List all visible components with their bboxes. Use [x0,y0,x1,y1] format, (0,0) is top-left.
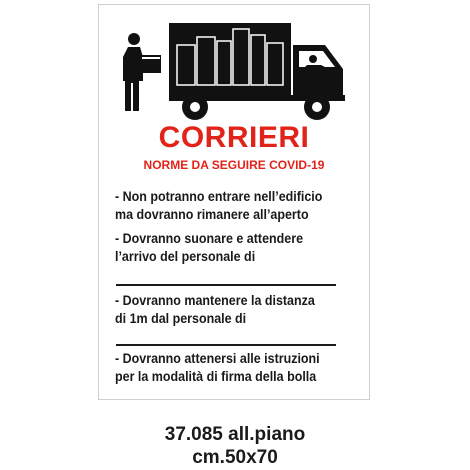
product-code: 37.085 all.piano [164,424,306,445]
courier-truck-icon [117,15,355,125]
rule-line: - Dovranno suonare e attendere [115,231,304,247]
rule-line: di 1m dal personale di [115,311,247,327]
rule-line: ma dovranno rimanere all’aperto [115,207,309,223]
rule-line: l’arrivo del personale di [115,249,256,265]
fill-in-line [116,284,336,286]
rule-item [115,230,335,266]
rule-item [115,292,335,328]
rule-item [115,350,335,386]
rule-line: - Dovranno attenersi alle istruzioni [115,351,320,367]
fill-in-line [116,344,336,346]
rule-line: - Dovranno mantenere la distanza [115,293,315,309]
sign-subtitle: NORME DA SEGUIRE COVID-19 [143,158,325,172]
rule-line: - Non potranno entrare nell’edificio [115,189,323,205]
product-size: cm.50x70 [192,447,278,468]
rule-item [115,188,335,224]
sign-title: CORRIERI [158,121,310,154]
rule-line: per la modalità di firma della bolla [115,369,317,385]
